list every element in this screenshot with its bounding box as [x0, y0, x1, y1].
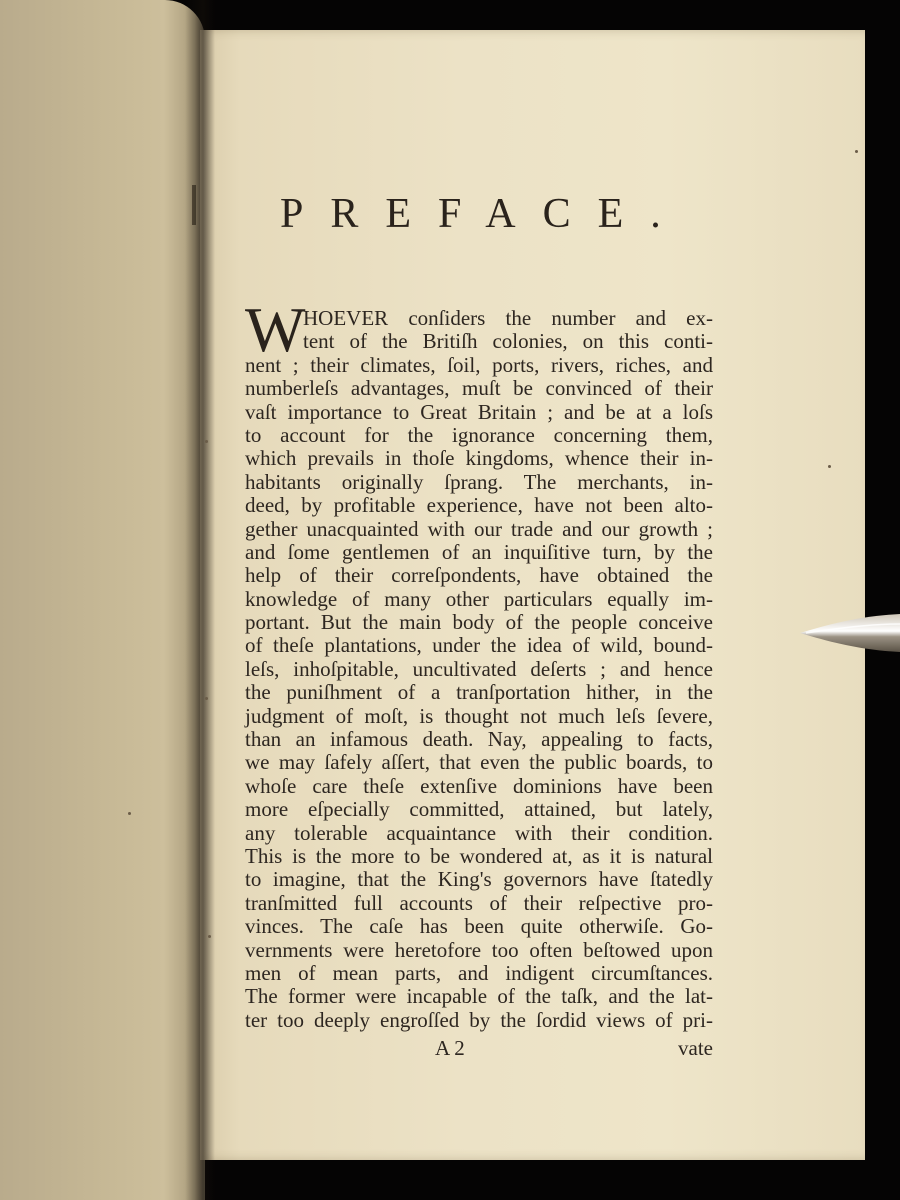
text-line: which prevails in thoſe kingdoms, whence their in-	[245, 446, 713, 471]
text-line: vinces. The caſe has been quite otherwiſe. Go-	[245, 914, 713, 939]
text-line: judgment of moſt, is thought not much leſs ſevere,	[245, 703, 713, 728]
text-line: tent of the Britiſh colonies, on this conti-	[303, 329, 713, 354]
page-footer	[245, 1036, 713, 1060]
left-facing-page	[0, 0, 205, 1200]
text-line: whoſe care theſe extenſive dominions have been	[245, 773, 713, 798]
text-line: habitants originally ſprang. The merchants, in-	[245, 469, 713, 494]
text-line: more eſpecially committed, attained, but lately,	[245, 797, 713, 822]
book-gutter-shadow	[185, 0, 215, 1200]
text-line: to imagine, that the King's governors have ſtatedly	[245, 867, 713, 892]
text-line: gether unacquainted with our trade and our growth ;	[245, 516, 713, 541]
text-line: vaſt importance to Great Britain ; and be at a loſs	[245, 399, 713, 424]
paper-speck	[205, 440, 208, 443]
text-line: we may ſafely aſſert, that even the public boards, to	[245, 750, 713, 775]
text-line: of theſe plantations, under the idea of wild, bound-	[245, 633, 713, 658]
text-line: deed, by profitable experience, have not been alto-	[245, 493, 713, 518]
text-line: help of their correſpondents, have obtained the	[245, 563, 713, 588]
text-line: leſs, inhoſpitable, uncultivated deſerts ; and hence	[245, 656, 713, 681]
text-line: knowledge of many other particulars equally im-	[245, 586, 713, 611]
text-line: any tolerable acquaintance with their condition.	[245, 820, 713, 845]
paper-speck	[828, 465, 831, 468]
drop-cap: W	[245, 294, 306, 365]
text-line: HOEVER conſiders the number and ex-	[303, 306, 713, 330]
text-line: portant. But the main body of the people conceive	[245, 610, 713, 635]
text-line: and ſome gentlemen of an inquiſitive turn, by the	[245, 539, 713, 564]
text-line: The former were incapable of the taſk, and the lat-	[245, 984, 713, 1009]
text-line: to account for the ignorance concerning them,	[245, 422, 713, 447]
text-line: ter too deeply engroſſed by the ſordid views of pri-	[245, 1007, 713, 1032]
text-line: the puniſhment of a tranſportation hither, in the	[245, 680, 713, 705]
pointer-tip-icon	[800, 612, 900, 654]
paper-speck	[855, 150, 858, 153]
text-line: men of mean parts, and indigent circumſtances.	[245, 960, 713, 985]
text-line: vernments were heretofore too often beſtowed upon	[245, 937, 713, 962]
text-line: numberleſs advantages, muſt be convinced of their	[245, 376, 713, 401]
text-line: tranſmitted full accounts of their reſpective pro-	[245, 890, 713, 915]
paper-speck	[128, 812, 131, 815]
text-line: nent ; their climates, ſoil, ports, rivers, riches, and	[245, 352, 713, 377]
page-title: PREFACE.	[280, 191, 688, 237]
paper-speck	[205, 697, 208, 700]
text-line: This is the more to be wondered at, as it is natural	[245, 843, 713, 868]
signature-mark: A 2	[435, 1036, 465, 1060]
preface-text	[245, 307, 713, 1032]
text-line: than an infamous death. Nay, appealing to facts,	[245, 727, 713, 752]
paper-speck	[208, 935, 211, 938]
catchword: vate	[678, 1036, 713, 1060]
